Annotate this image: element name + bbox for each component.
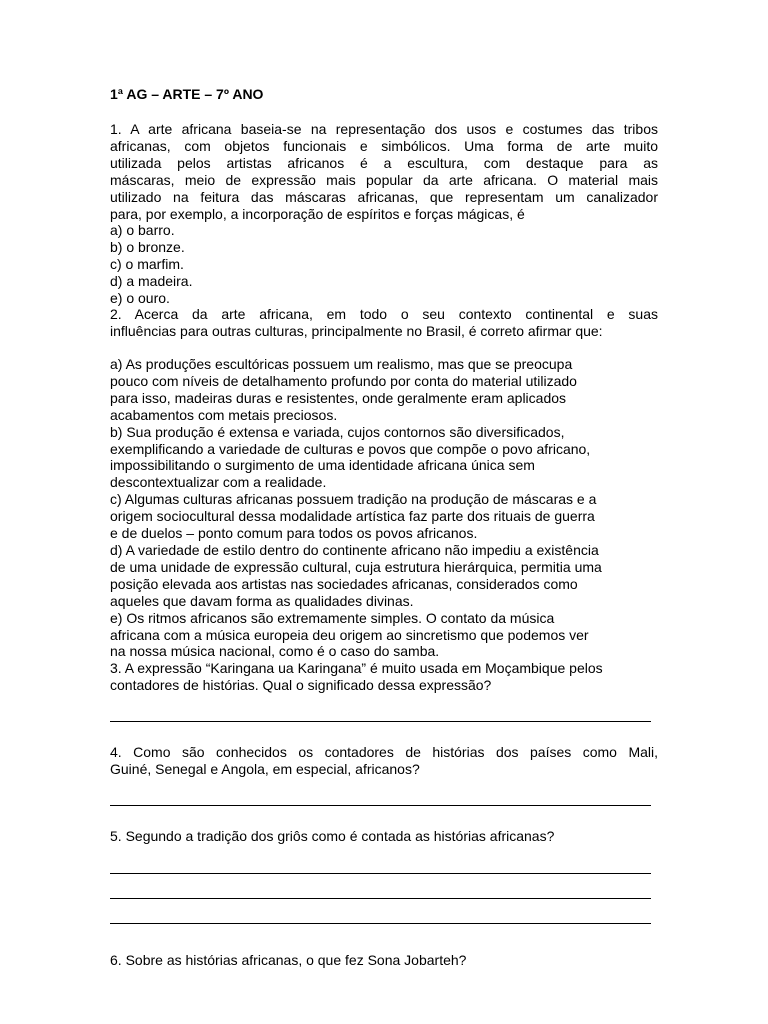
option-line: origem sociocultural dessa modalidade artística faz parte dos rituais de guerra: [110, 508, 595, 525]
question-4-answer-line: [110, 805, 651, 806]
question-1-option-d: d) a madeira.: [110, 273, 193, 290]
question-2-option-c: [110, 491, 658, 542]
question-5-answer-line: [110, 923, 651, 924]
question-2-option-a: [110, 356, 658, 424]
option-line: e de duelos – ponto comum para todos os povos africanos.: [110, 525, 478, 542]
question-2-option-d: [110, 542, 658, 610]
option-line: impossibilitando o surgimento de uma identidade africana única sem: [110, 457, 535, 474]
option-line: posição elevada aos artistas nas sociedades africanas, considerados como: [110, 575, 578, 592]
option-line: descontextualizar com a realidade.: [110, 474, 327, 491]
question-4: [110, 744, 658, 778]
question-1-line: máscaras, meio de expressão mais popular da arte africana. O material mais: [110, 171, 658, 188]
option-line: c) Algumas culturas africanas possuem tradição na produção de máscaras e a: [110, 491, 597, 508]
page-title: 1ª AG – ARTE – 7º ANO: [110, 86, 264, 102]
option-line: de uma unidade de expressão cultural, cuja estrutura hierárquica, permitia uma: [110, 558, 602, 575]
question-1: [110, 121, 658, 307]
question-3: [110, 660, 658, 694]
question-4-line: Guiné, Senegal e Angola, em especial, africanos?: [110, 760, 420, 777]
question-1-line: utilizado na feitura das máscaras africanas, que representam um canalizador: [110, 188, 658, 205]
question-1-option-c: c) o marfim.: [110, 256, 184, 273]
question-6-text: 6. Sobre as histórias africanas, o que fez Sona Jobarteh?: [110, 952, 467, 968]
option-line: na nossa música nacional, como é o caso do samba.: [110, 643, 440, 660]
question-4-line: 4. Como são conhecidos os contadores de histórias dos países como Mali,: [110, 744, 658, 760]
question-1-line: para, por exemplo, a incorporação de espíritos e forças mágicas, é: [110, 205, 525, 222]
question-6: [110, 952, 658, 969]
option-line: acabamentos com metais preciosos.: [110, 406, 338, 423]
option-line: pouco com níveis de detalhamento profundo por conta do material utilizado: [110, 372, 577, 389]
question-1-option-a: a) o barro.: [110, 222, 175, 239]
question-1-option-e: e) o ouro.: [110, 290, 170, 307]
option-line: aqueles que davam forma as qualidades divinas.: [110, 592, 414, 609]
question-2-option-e: [110, 610, 658, 661]
question-2-line: influências para outras culturas, principalmente no Brasil, é correto afirmar que:: [110, 322, 603, 339]
question-1-line: africanas, com objetos funcionais e simbólicos. Uma forma de arte muito: [110, 137, 658, 154]
option-line: para isso, madeiras duras e resistentes, onde geralmente eram aplicados: [110, 389, 567, 406]
question-1-option-b: b) o bronze.: [110, 239, 185, 256]
option-line: e) Os ritmos africanos são extremamente simples. O contato da música: [110, 609, 555, 626]
question-5-answer-line: [110, 873, 651, 874]
question-3-line: contadores de histórias. Qual o significado dessa expressão?: [110, 677, 492, 694]
option-line: exemplificando a variedade de culturas e povos que compõe o povo africano,: [110, 440, 591, 457]
question-3-line: 3. A expressão “Karingana ua Karingana” é muito usada em Moçambique pelos: [110, 660, 603, 677]
question-5-answer-line: [110, 898, 651, 899]
question-2-options: [110, 356, 658, 694]
question-2: [110, 306, 658, 340]
option-line: a) As produções escultóricas possuem um realismo, mas que se preocupa: [110, 356, 573, 372]
option-line: b) Sua produção é extensa e variada, cujos contornos são diversificados,: [110, 423, 565, 440]
question-5: [110, 828, 658, 845]
option-line: d) A variedade de estilo dentro do continente africano não impediu a existência: [110, 541, 599, 558]
question-1-line: 1. A arte africana baseia-se na representação dos usos e costumes das tribos: [110, 121, 658, 137]
question-2-option-b: [110, 424, 658, 492]
option-line: africana com a música europeia deu origem ao sincretismo que podemos ver: [110, 626, 589, 643]
question-2-line: 2. Acerca da arte africana, em todo o seu contexto continental e suas: [110, 306, 658, 322]
question-5-text: 5. Segundo a tradição dos griôs como é contada as histórias africanas?: [110, 828, 555, 844]
question-3-answer-line: [110, 721, 651, 722]
question-1-line: utilizada pelos artistas africanos é a escultura, com destaque para as: [110, 154, 658, 171]
